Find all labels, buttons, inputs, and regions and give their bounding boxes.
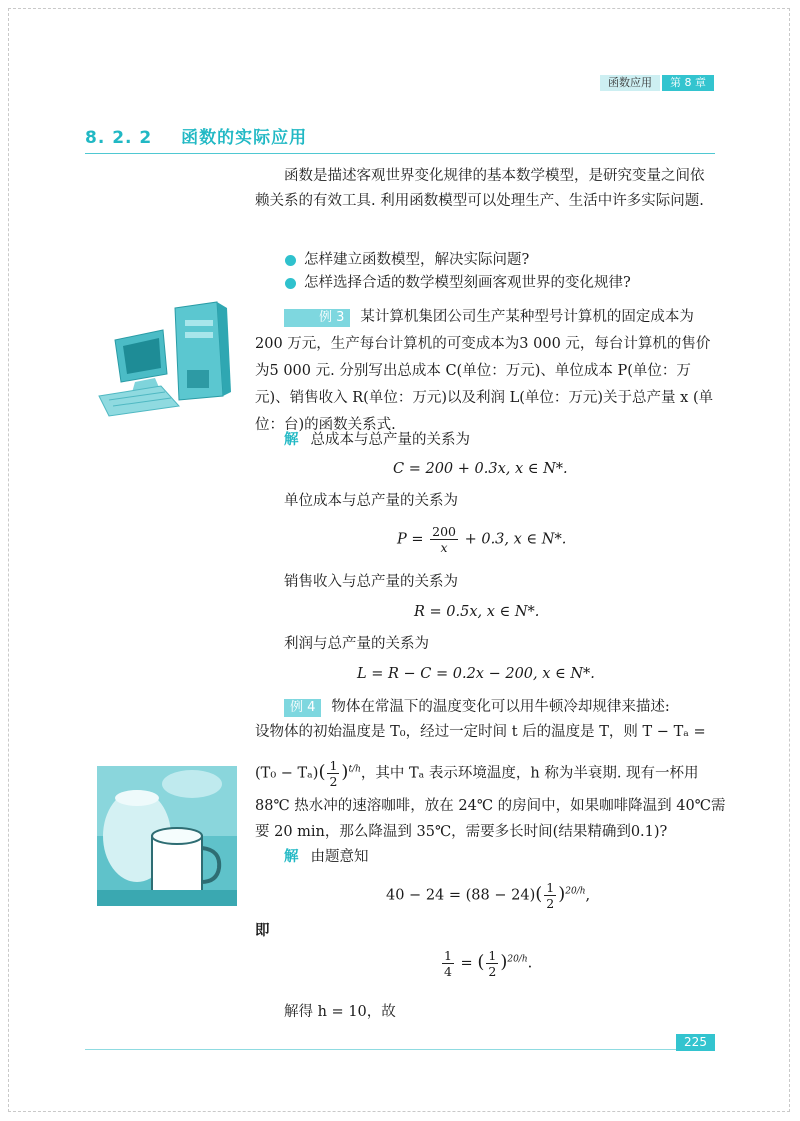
fraction-one-half	[327, 758, 339, 789]
section-heading	[85, 123, 307, 148]
formula-end: .	[527, 955, 533, 972]
formula-p-rest: + 0.3, x ∈ N*.	[464, 531, 567, 548]
coffee-cup-illustration-icon	[97, 766, 237, 906]
ji-label: 即	[255, 922, 270, 939]
bullet-text: 怎样选择合适的数学模型刻画客观世界的变化规律?	[304, 275, 631, 291]
ex4-line-4: 88℃ 热水冲的速溶咖啡，放在 24℃ 的房间中，如果咖啡降温到 40℃需	[255, 798, 726, 814]
exponent: 20/h	[507, 954, 528, 965]
running-header	[600, 75, 714, 91]
computer-illustration-icon	[95, 300, 235, 420]
fraction-one-half	[544, 880, 556, 911]
title-rule	[85, 153, 715, 154]
ex4-line-2: 设物体的初始温度是 T₀，经过一定时间 t 后的温度是 T，则 T − Tₐ =	[255, 724, 706, 740]
fraction-one-half	[486, 948, 498, 979]
frac-numerator: 1	[546, 880, 555, 895]
formula-p	[397, 524, 566, 555]
formula-cooling: 40 − 24 = (88 − 24)( $\frac{1}{2}$ )$^{20/h}$,	[386, 880, 591, 911]
ex3-solution-line-4: 利润与总产量的关系为	[284, 636, 429, 652]
ex3-solution-line-2: 单位成本与总产量的关系为	[284, 493, 458, 509]
header-title: 函数应用	[600, 75, 660, 91]
ex4-line-3: (T₀ − Tₐ)( $\frac{1}{2}$ )$^{t/h}$，其中 Tₐ 表示环境温度，h 称为半衰期. 现有一杯用	[255, 758, 699, 789]
frac-numerator: 1	[329, 758, 338, 773]
example-3-statement: 某计算机集团公司生产某种型号计算机的固定成本为200 万元，生产每台计算机的可变成本为3 000 元，每台计算机的售价为5 000 元. 分别写出总成本 C(单位：万元)、单位成本 P(单位：万元)、销售收入 R(单位：万元)以及利润 L(单位：万元)关于总产量 x (单位：台)的函数关系式.	[255, 309, 714, 433]
ex4-text: 物体在常温下的温度变化可以用牛顿冷却规律来描述:	[331, 699, 670, 715]
frac-denominator: x	[440, 540, 448, 555]
example-3-tag: 例 3	[284, 309, 350, 327]
frac-denominator: 4	[444, 964, 452, 979]
ex4-solution-line	[284, 846, 369, 868]
bullet-text: 怎样建立函数模型，解决实际问题?	[304, 252, 530, 268]
fraction-one-quarter	[442, 948, 454, 979]
formula-p-lhs: P =	[397, 531, 424, 548]
footer-rule	[85, 1049, 715, 1050]
formula-r: R = 0.5x, x ∈ N*.	[414, 604, 540, 620]
intro-paragraph: 函数是描述客观世界变化规律的基本数学模型，是研究变量之间依赖关系的有效工具. 利用函数模型可以处理生产、生活中许多实际问题.	[255, 168, 705, 209]
ex4-line-1	[284, 696, 670, 718]
solution-label: 解	[284, 431, 299, 448]
frac-denominator: 2	[488, 964, 497, 979]
solution-label: 解	[284, 848, 299, 865]
solution-text: 总成本与总产量的关系为	[310, 432, 470, 448]
frac-denominator: 2	[546, 896, 555, 911]
fraction-200-over-x	[430, 524, 458, 555]
ex4-l3-start: (T₀ − Tₐ)	[255, 765, 319, 782]
ex4-line-5: 要 20 min，那么降温到 35℃，需要多长时间(结果精确到0.1)?	[255, 824, 668, 840]
formula-c: C = 200 + 0.3x, x ∈ N*.	[393, 461, 568, 477]
bullet-2	[255, 272, 631, 294]
ex4-last-line: 解得 h = 10，故	[284, 1004, 396, 1020]
frac-numerator: 1	[488, 948, 497, 963]
exponent: t/h	[348, 764, 361, 775]
bullet-1	[255, 249, 529, 271]
bullet-dot-icon	[285, 255, 296, 266]
example-3-text	[255, 304, 717, 439]
section-title: 函数的实际应用	[181, 128, 308, 148]
ex3-solution-line-1	[284, 429, 470, 451]
formula-end: ,	[585, 887, 591, 904]
formula-lhs: 40 − 24 = (88 − 24)	[386, 887, 536, 904]
exponent: 20/h	[565, 886, 586, 897]
formula-l: L = R − C = 0.2x − 200, x ∈ N*.	[357, 666, 595, 682]
frac-numerator: 200	[432, 524, 456, 539]
bullet-dot-icon	[285, 278, 296, 289]
example-4-tag: 例 4	[284, 699, 321, 717]
ex4-l3-end: ，其中 Tₐ 表示环境温度，h 称为半衰期. 现有一杯用	[360, 765, 699, 782]
formula-quarter: $\frac{1}{4}$ = ( $\frac{1}{2}$ )$^{20/h}$.	[444, 948, 533, 979]
header-chapter: 第 8 章	[662, 75, 714, 91]
section-number: 8. 2. 2	[85, 128, 153, 148]
frac-numerator: 1	[444, 948, 452, 963]
solution-text: 由题意知	[310, 849, 369, 865]
ex3-solution-line-3: 销售收入与总产量的关系为	[284, 574, 458, 590]
frac-denominator: 2	[329, 774, 338, 789]
page-number: 225	[676, 1034, 715, 1051]
